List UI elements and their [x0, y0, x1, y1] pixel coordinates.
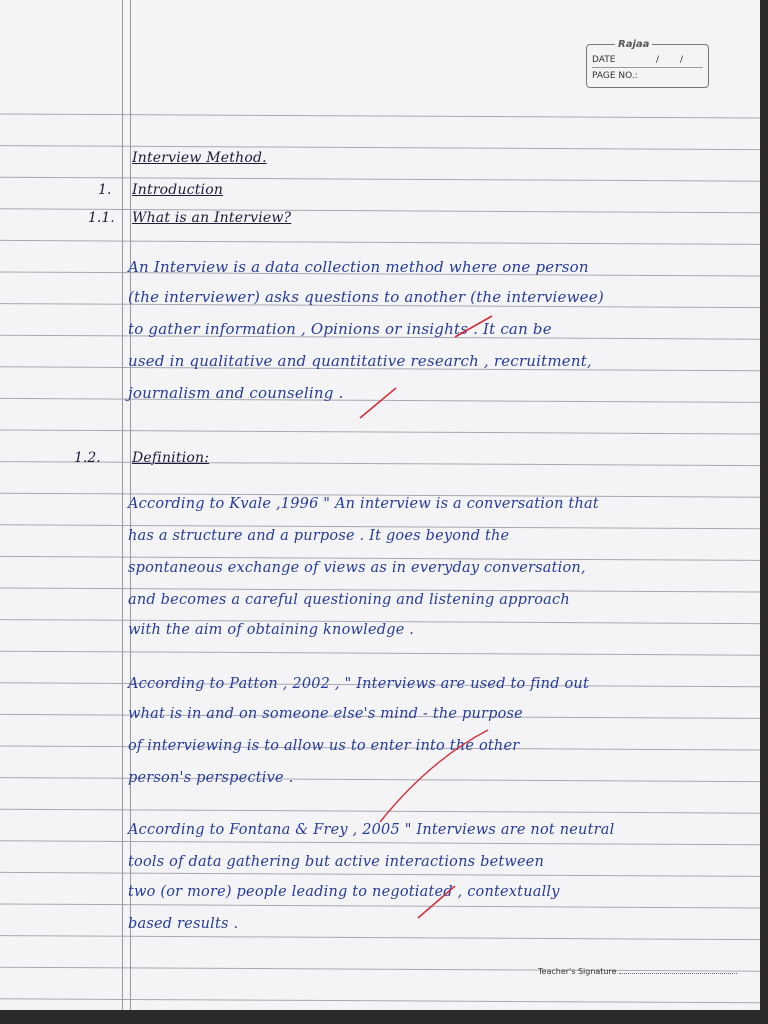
definition-line: According to Patton , 2002 , " Interviews are used to find out	[128, 676, 589, 692]
definition-line: of interviewing is to allow us to enter into the other	[128, 738, 520, 754]
section-number: 1.	[98, 182, 112, 198]
intro-line: used in qualitative and quantitative research , recruitment,	[128, 352, 592, 370]
page-heading: Interview Method.	[132, 150, 267, 166]
red-tick	[418, 886, 455, 918]
section-number: 1.2.	[74, 450, 101, 466]
intro-line: An Interview is a data collection method where one person	[128, 258, 589, 276]
intro-line: (the interviewer) asks questions to another (the interviewee)	[128, 288, 604, 306]
definition-line: with the aim of obtaining knowledge .	[128, 622, 415, 638]
definition-line: spontaneous exchange of views as in everyday conversation,	[128, 560, 586, 576]
definition-line: According to Fontana & Frey , 2005 " Interviews are not neutral	[128, 822, 615, 838]
definition-line: two (or more) people leading to negotiated , contextually	[128, 884, 560, 900]
definition-line: has a structure and a purpose . It goes beyond the	[128, 528, 510, 544]
definition-line: and becomes a careful questioning and listening approach	[128, 592, 570, 608]
brand-logo: Rajaa	[615, 39, 652, 50]
definition-line: based results .	[128, 916, 239, 932]
intro-line: journalism and counseling .	[128, 384, 344, 402]
red-tick	[360, 388, 396, 418]
page-no-label: PAGE NO.:	[592, 71, 638, 81]
definition-line: tools of data gathering but active interactions between	[128, 854, 545, 870]
date-label: DATE	[592, 55, 616, 65]
date-separator: /	[680, 55, 684, 65]
section-title: Definition:	[132, 450, 210, 466]
intro-line: to gather information , Opinions or insights . It can be	[128, 320, 552, 338]
signature-line	[619, 973, 737, 974]
date-separator: /	[656, 55, 660, 65]
teacher-signature-label: Teacher's Signature	[538, 967, 617, 976]
red-tick	[455, 316, 492, 337]
definition-line: person's perspective .	[128, 770, 294, 786]
definition-line: According to Kvale ,1996 " An interview is a conversation that	[128, 496, 599, 512]
definition-line: what is in and on someone else's mind - the purpose	[128, 706, 523, 722]
teacher-signature	[538, 967, 737, 976]
section-number: 1.1.	[88, 210, 115, 226]
red-stroke	[380, 730, 488, 822]
section-title: Introduction	[132, 182, 224, 198]
section-title: What is an Interview?	[132, 210, 292, 226]
